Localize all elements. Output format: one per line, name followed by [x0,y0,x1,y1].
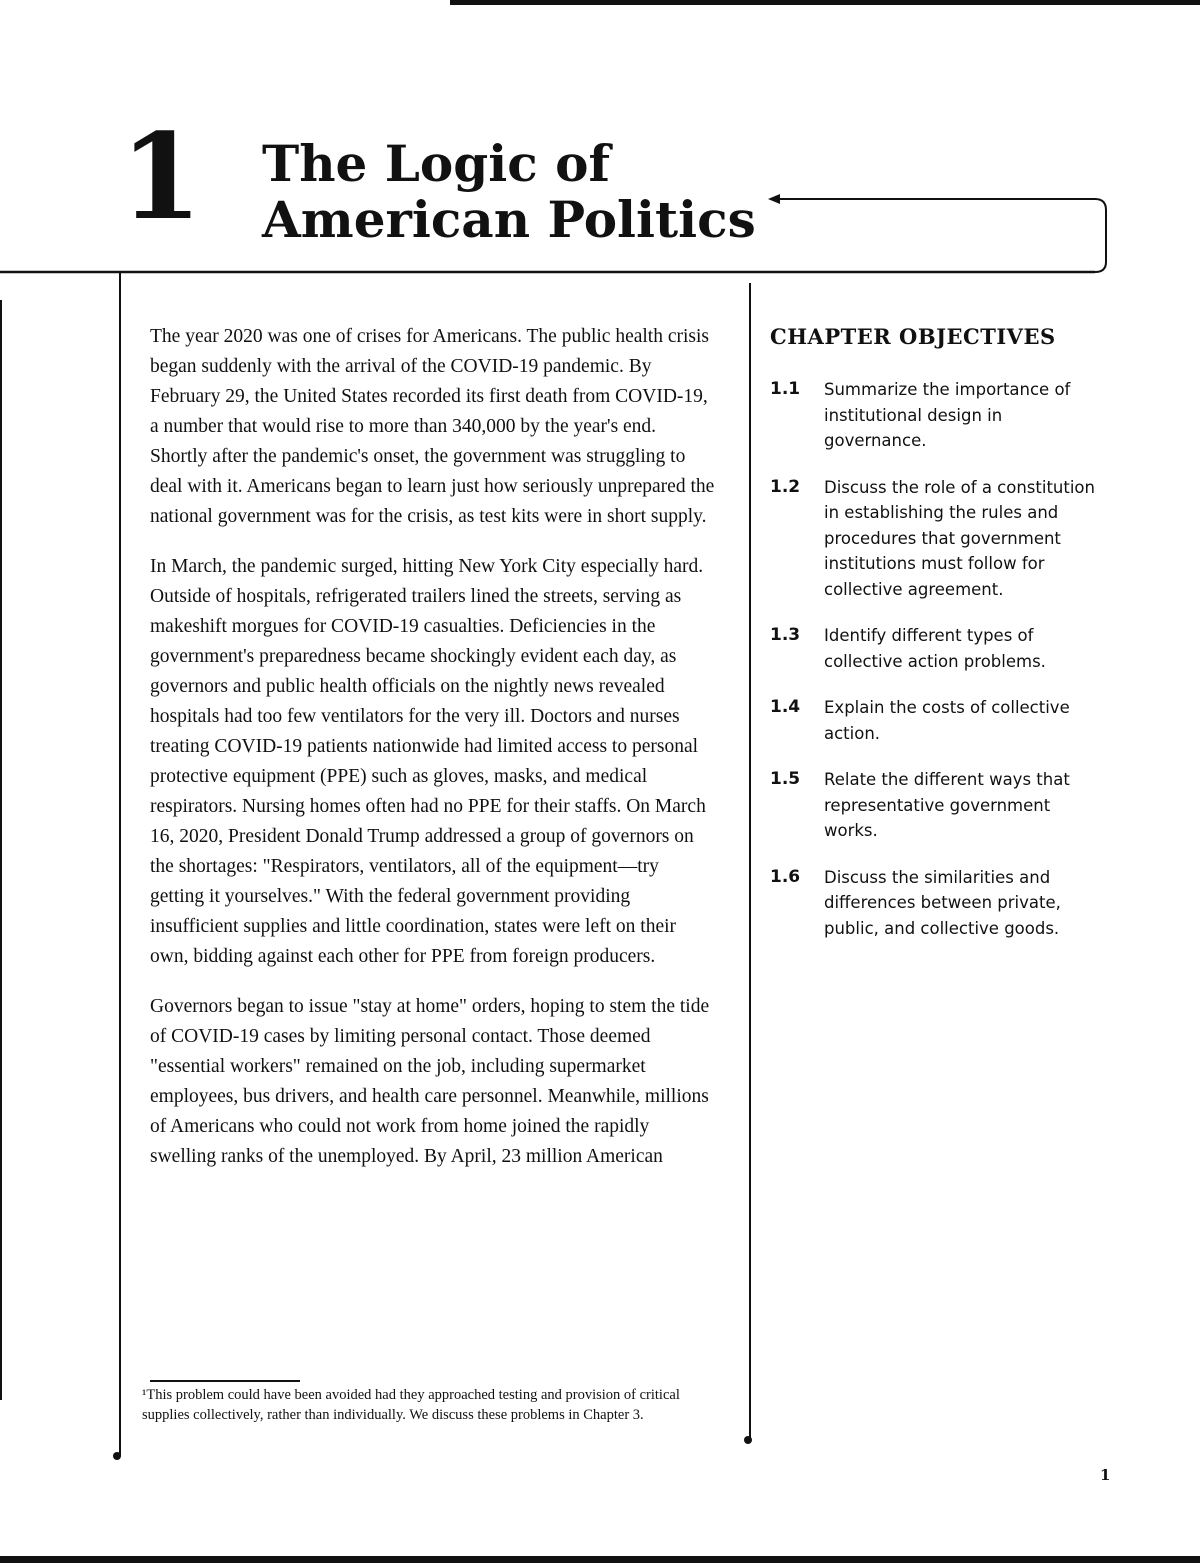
objective-number: 1.6 [770,866,801,887]
objective-text: Summarize the importance of institutional design in governance. [824,380,1071,450]
objective-item [770,623,1110,674]
objective-item [770,695,1110,746]
chapter-title-line-2: American Politics [262,190,756,249]
objective-number: 1.5 [770,769,801,789]
footnote: ¹This problem could have been avoided had they approached testing and provision of critical supplies collectively, rather than individually. We discuss these problems in Chapter 3. [142,1387,680,1423]
body-paragraph: Governors began to issue "stay at home" orders, hoping to stem the tide of COVID-19 cases by limiting personal contact. Those deemed "essential workers" remained on the job, including supermarket employees, bus drivers, and health care personnel. Meanwhile, millions of Americans who could not work from home joined the rapidly swelling ranks of the unemployed. By April, 23 million American [150,996,710,1167]
objective-item [770,865,1110,942]
chapter-objectives-panel [770,324,1110,962]
chapter-body-text [150,322,716,1192]
objective-item [770,767,1110,844]
objective-number: 1.3 [770,625,801,645]
chapter-title [262,136,756,248]
objective-number: 1.2 [770,476,801,497]
objectives-heading: CHAPTER OBJECTIVES [770,324,1056,349]
body-paragraph: In March, the pandemic surged, hitting New York City especially hard. Outside of hospitals, refrigerated trailers lined the streets, serving as makeshift morgues for COVID-19 casualties. Deficiencies in the government's preparedness became shockingly evident each day, as governors and public health officials on the nightly news revealed hospitals had too few ventilators for the very ill. Doctors and nurses treating COVID-19 patients nationwide had limited access to personal protective equipment (PPE) such as gloves, masks, and medical respirators. Nursing homes often had no PPE for their staffs. On March 16, 2020, President Donald Trump addressed a group of governors on the shortages: "Respirators, ventilators, all of the equipment—try getting it yourselves." With the federal government providing insufficient supplies and little coordination, states were left on their own, bidding against each other for PPE from foreign producers. [150,556,706,967]
chapter-title-line-1: The Logic of [262,134,610,193]
objective-number: 1.1 [770,379,801,399]
objective-text: Discuss the similarities and differences between private, public, and collective goods. [824,867,1061,938]
objective-item [770,475,1110,603]
objective-text: Relate the different ways that representative government works. [824,770,1070,840]
chapter-number: 1 [120,107,203,246]
body-paragraph: The year 2020 was one of crises for Americans. The public health crisis began suddenly with the arrival of the COVID-19 pandemic. By February 29, the United States recorded its first death from COVID-19, a number that would rise to more than 340,000 by the year's end. Shortly after the pandemic's onset, the government was struggling to deal with it. Americans began to learn just how seriously unprepared the national government was for the crisis, as test kits were in short supply. [150,326,715,527]
objective-number: 1.4 [770,697,801,717]
objective-item [770,377,1110,454]
footnote-divider [150,1380,300,1382]
objective-text: Identify different types of collective action problems. [824,626,1046,671]
objective-text: Discuss the role of a constitution in establishing the rules and procedures that government institutions must follow for collective agreement. [824,477,1095,599]
page-number: 1 [1100,1466,1111,1484]
objective-text: Explain the costs of collective action. [824,698,1070,743]
